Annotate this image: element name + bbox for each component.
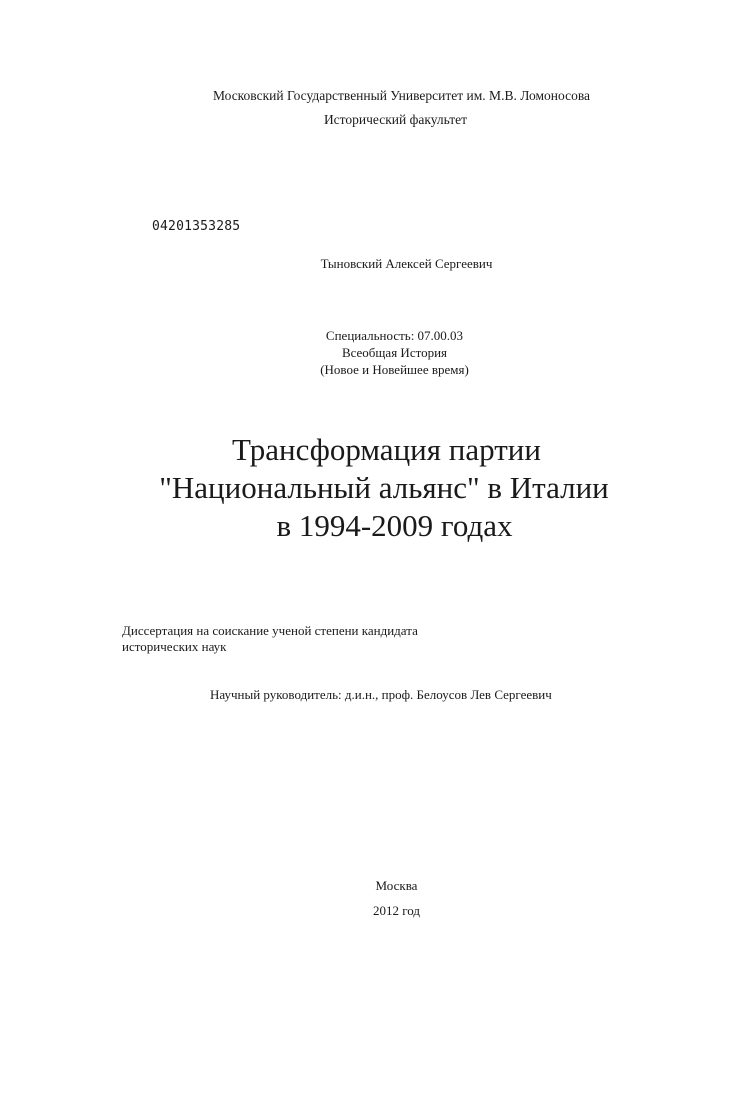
city: Москва — [375, 878, 418, 893]
specialty-field: Всеобщая История — [341, 345, 448, 360]
title-line-2: "Национальный альянс" в Италии — [159, 470, 609, 505]
year: 2012 год — [373, 903, 420, 918]
document-code: 04201353285 — [152, 219, 241, 234]
specialty-code: Специальность: 07.00.03 — [325, 328, 464, 343]
supervisor: Научный руководитель: д.и.н., проф. Белоусов Лев Сергеевич — [210, 687, 552, 702]
degree-line-1: Диссертация на соискание ученой степени кандидата — [122, 623, 418, 638]
degree-line-2: исторических наук — [122, 639, 227, 654]
title-line-1: Трансформация партии — [232, 432, 541, 467]
specialty-period: (Новое и Новейшее время) — [320, 362, 469, 377]
degree-statement — [122, 623, 418, 655]
faculty-name: Исторический факультет — [323, 112, 468, 127]
specialty-block — [28, 327, 733, 378]
author-name: Тыновский Алексей Сергеевич — [320, 256, 493, 271]
university-name: Московский Государственный Университет им. М.В. Ломоносова — [212, 88, 591, 103]
dissertation-title — [0, 431, 733, 545]
title-line-3: в 1994-2009 годах — [276, 508, 513, 543]
